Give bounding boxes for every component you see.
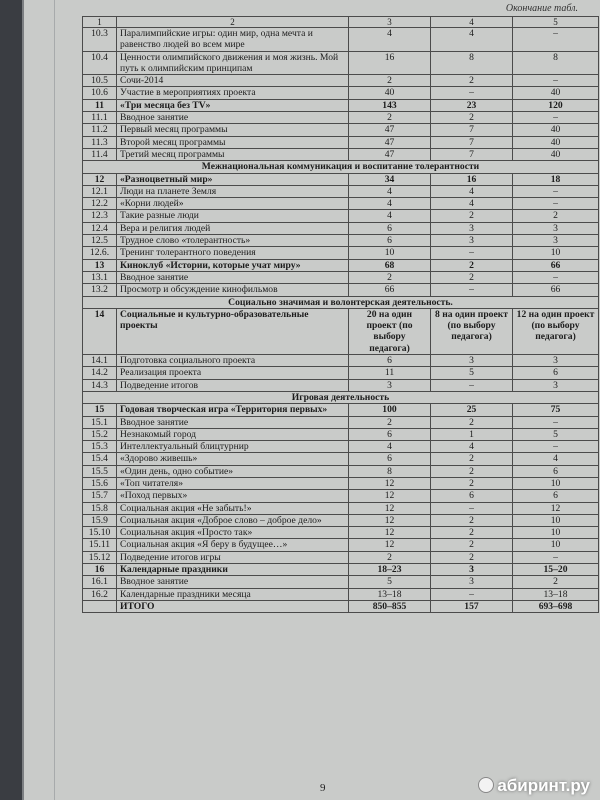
cell-theory-hours: 2 [431,514,513,526]
cell-theory-hours: – [431,379,513,391]
table-row-total [83,173,599,185]
table-row [83,441,599,453]
cell-topic: Второй месяц программы [117,136,349,148]
cell-number: 12.2 [83,198,117,210]
labyrinth-logo-icon [478,777,494,793]
table-row [83,185,599,197]
cell-number: 11 [83,99,117,111]
section-title: Игровая деятельность [83,391,599,403]
cell-theory-hours: 2 [431,271,513,283]
table-row [83,490,599,502]
cell-theory-hours: 2 [431,112,513,124]
cell-topic: Вводное занятие [117,416,349,428]
cell-number: 12 [83,173,117,185]
cell-topic: Подготовка социального проекта [117,355,349,367]
table-row [83,453,599,465]
cell-number: 13 [83,259,117,271]
table-row [83,539,599,551]
section-title: Межнациональная коммуникация и воспитание толерантности [83,161,599,173]
cell-total-hours: 47 [349,136,431,148]
cell-number: 12.1 [83,185,117,197]
cell-number: 15.11 [83,539,117,551]
cell-theory-hours: 2 [431,210,513,222]
cell-number: 14.2 [83,367,117,379]
cell-total-hours: 4 [349,441,431,453]
cell-number: 13.2 [83,284,117,296]
cell-topic: Участие в мероприятиях проекта [117,87,349,99]
cell-practice-hours: 40 [513,87,599,99]
cell-total-hours: 13–18 [349,588,431,600]
curriculum-table [82,16,599,613]
cell-practice-hours: 10 [513,514,599,526]
table-row [83,428,599,440]
cell-number: 14.3 [83,379,117,391]
table-row [83,210,599,222]
cell-practice-hours: 3 [513,235,599,247]
cell-theory-hours: 2 [431,551,513,563]
cell-total-hours: 4 [349,198,431,210]
cell-theory-hours: 2 [431,75,513,87]
table-row [83,588,599,600]
table-row [83,136,599,148]
cell-topic: Просмотр и обсуждение кинофильмов [117,284,349,296]
cell-number: 12.3 [83,210,117,222]
cell-practice-hours: – [513,185,599,197]
table-row [83,235,599,247]
table-row [83,247,599,259]
cell-practice-hours: 5 [513,428,599,440]
cell-total-hours: 18–23 [349,564,431,576]
cell-theory-hours: 4 [431,441,513,453]
cell-number: 15.8 [83,502,117,514]
cell-theory-hours: 2 [431,539,513,551]
cell-topic: «Разноцветный мир» [117,173,349,185]
cell-total-hours: 2 [349,416,431,428]
cell-topic: Трудное слово «толерантность» [117,235,349,247]
cell-number: 11.1 [83,112,117,124]
cell-number: 11.4 [83,148,117,160]
cell-practice-hours: – [513,198,599,210]
cell-theory-hours: – [431,588,513,600]
cell-total-hours: 12 [349,490,431,502]
header-cell-1: 1 [83,17,117,28]
cell-total-hours: 12 [349,477,431,489]
document-page [22,0,600,800]
cell-number: 15.3 [83,441,117,453]
cell-practice-hours: 2 [513,576,599,588]
cell-theory-hours: 6 [431,490,513,502]
cell-practice-hours: 3 [513,222,599,234]
cell-theory-hours: 2 [431,527,513,539]
cell-topic: Киноклуб «Истории, которые учат миру» [117,259,349,271]
watermark-text: абиринт.ру [497,776,590,795]
table-header-row [83,17,599,28]
cell-theory-hours: – [431,284,513,296]
cell-total-hours: 10 [349,247,431,259]
cell-topic: Вводное занятие [117,112,349,124]
page-edge [22,0,24,800]
table-row-total [83,308,599,354]
cell-number: 10.3 [83,28,117,52]
cell-practice-hours: 693–698 [513,600,599,612]
cell-number: 11.2 [83,124,117,136]
cell-number: 16 [83,564,117,576]
cell-total-hours: 4 [349,210,431,222]
table-row-total [83,259,599,271]
table-row [83,465,599,477]
cell-topic: Социальная акция «Я беру в будущее…» [117,539,349,551]
table-row [83,416,599,428]
cell-practice-hours: – [513,28,599,52]
cell-practice-hours: 6 [513,367,599,379]
cell-topic: Социальная акция «Не забыть!» [117,502,349,514]
cell-total-hours: 143 [349,99,431,111]
cell-practice-hours: 3 [513,355,599,367]
table-row [83,477,599,489]
cell-topic: Годовая творческая игра «Территория первых» [117,404,349,416]
cell-topic: Паралимпийские игры: один мир, одна мечта и равенство людей во всем мире [117,28,349,52]
cell-total-hours: 4 [349,185,431,197]
cell-topic: Социальная акция «Просто так» [117,527,349,539]
cell-topic: Реализация проекта [117,367,349,379]
cell-practice-hours: 2 [513,210,599,222]
cell-topic: «Здорово живешь» [117,453,349,465]
cell-practice-hours: 10 [513,527,599,539]
table-row [83,367,599,379]
table-row [83,271,599,283]
cell-practice-hours: 66 [513,259,599,271]
cell-theory-hours: 7 [431,124,513,136]
cell-total-hours: 4 [349,28,431,52]
header-cell-4: 4 [431,17,513,28]
table-row-total [83,564,599,576]
cell-number: 15.10 [83,527,117,539]
cell-theory-hours: 1 [431,428,513,440]
cell-theory-hours: 3 [431,564,513,576]
cell-topic: Подведение итогов [117,379,349,391]
cell-theory-hours: 7 [431,148,513,160]
cell-total-hours: 6 [349,355,431,367]
cell-topic: «Поход первых» [117,490,349,502]
cell-practice-hours: 10 [513,539,599,551]
cell-total-hours: 850–855 [349,600,431,612]
cell-total-hours: 34 [349,173,431,185]
table-row [83,576,599,588]
cell-theory-hours: 3 [431,222,513,234]
table-caption: Окончание табл. [505,3,578,14]
cell-topic: Люди на планете Земля [117,185,349,197]
section-header-row [83,296,599,308]
cell-topic: Социальные и культурно-образовательные проекты [117,308,349,354]
cell-practice-hours: – [513,271,599,283]
page-fold-line [54,0,55,800]
cell-number: 15.9 [83,514,117,526]
cell-practice-hours: 12 [513,502,599,514]
table-row [83,28,599,52]
cell-theory-hours: 5 [431,367,513,379]
section-title: Социально значимая и волонтерская деятельность. [83,296,599,308]
cell-total-hours: 6 [349,453,431,465]
cell-theory-hours: 2 [431,465,513,477]
table-row [83,284,599,296]
header-cell-5: 5 [513,17,599,28]
table-row [83,355,599,367]
cell-number: 15.7 [83,490,117,502]
cell-total-hours: 6 [349,235,431,247]
cell-theory-hours: 2 [431,477,513,489]
cell-theory-hours: 3 [431,576,513,588]
table-row [83,551,599,563]
cell-topic: Сочи-2014 [117,75,349,87]
cell-theory-hours: 8 на один проект (по выбору педагога) [431,308,513,354]
cell-topic: Вера и религия людей [117,222,349,234]
cell-topic: Третий месяц программы [117,148,349,160]
cell-number: 15.1 [83,416,117,428]
table-row [83,502,599,514]
cell-practice-hours: – [513,416,599,428]
table-row [83,379,599,391]
table-row [83,527,599,539]
cell-practice-hours: 3 [513,379,599,391]
cell-total-hours: 6 [349,222,431,234]
cell-total-hours: 12 [349,514,431,526]
cell-total-hours: 6 [349,428,431,440]
cell-total-hours: 100 [349,404,431,416]
section-header-row [83,391,599,403]
cell-theory-hours: 23 [431,99,513,111]
cell-total-hours: 5 [349,576,431,588]
table-row [83,198,599,210]
cell-number: 12.6. [83,247,117,259]
cell-number: 10.4 [83,51,117,75]
table-row-total [83,404,599,416]
section-header-row [83,161,599,173]
cell-total-hours: 2 [349,75,431,87]
cell-number: 14 [83,308,117,354]
cell-practice-hours: 6 [513,490,599,502]
table-row [83,87,599,99]
table-row-total [83,99,599,111]
cell-theory-hours: 8 [431,51,513,75]
cell-practice-hours: 40 [513,124,599,136]
cell-number: 15.4 [83,453,117,465]
cell-theory-hours: – [431,247,513,259]
cell-number: 11.3 [83,136,117,148]
cell-theory-hours: 4 [431,198,513,210]
table-row [83,51,599,75]
cell-topic: Подведение итогов игры [117,551,349,563]
cell-theory-hours: 2 [431,453,513,465]
cell-number: 16.1 [83,576,117,588]
cell-theory-hours: 16 [431,173,513,185]
cell-total-hours: 20 на один проект (по выбору педагога) [349,308,431,354]
cell-number [83,600,117,612]
cell-practice-hours: – [513,75,599,87]
cell-number: 14.1 [83,355,117,367]
watermark [478,776,590,796]
cell-total-hours: 2 [349,551,431,563]
cell-practice-hours: 75 [513,404,599,416]
cell-number: 10.6 [83,87,117,99]
cell-practice-hours: 120 [513,99,599,111]
cell-practice-hours: 10 [513,247,599,259]
cell-total-hours: 11 [349,367,431,379]
cell-topic: «Топ читателя» [117,477,349,489]
cell-topic: Вводное занятие [117,271,349,283]
cell-theory-hours: – [431,502,513,514]
cell-theory-hours: 25 [431,404,513,416]
page-number: 9 [320,782,326,794]
table-row [83,514,599,526]
cell-theory-hours: 4 [431,28,513,52]
cell-total-hours: 16 [349,51,431,75]
cell-topic: Вводное занятие [117,576,349,588]
table-row [83,75,599,87]
cell-practice-hours: 4 [513,453,599,465]
cell-total-hours: 68 [349,259,431,271]
cell-topic: Первый месяц программы [117,124,349,136]
cell-number: 12.4 [83,222,117,234]
cell-practice-hours: 40 [513,148,599,160]
cell-theory-hours: 7 [431,136,513,148]
cell-practice-hours: 15–20 [513,564,599,576]
cell-number: 16.2 [83,588,117,600]
cell-practice-hours: – [513,112,599,124]
cell-total-hours: 12 [349,502,431,514]
header-cell-3: 3 [349,17,431,28]
cell-topic: Интеллектуальный блицтурнир [117,441,349,453]
table-row [83,112,599,124]
cell-total-hours: 40 [349,87,431,99]
cell-topic: ИТОГО [117,600,349,612]
cell-topic: Календарные праздники месяца [117,588,349,600]
cell-number: 15.5 [83,465,117,477]
cell-practice-hours: 18 [513,173,599,185]
cell-total-hours: 3 [349,379,431,391]
header-cell-2: 2 [117,17,349,28]
cell-theory-hours: 3 [431,355,513,367]
cell-total-hours: 12 [349,527,431,539]
cell-topic: «Три месяца без TV» [117,99,349,111]
cell-topic: «Корни людей» [117,198,349,210]
cell-topic: Социальная акция «Доброе слово – доброе дело» [117,514,349,526]
cell-number: 15.12 [83,551,117,563]
cell-practice-hours: – [513,441,599,453]
cell-topic: «Один день, одно событие» [117,465,349,477]
cell-total-hours: 47 [349,148,431,160]
cell-number: 15 [83,404,117,416]
table-row [83,222,599,234]
cell-theory-hours: 3 [431,235,513,247]
cell-total-hours: 2 [349,112,431,124]
cell-total-hours: 12 [349,539,431,551]
cell-practice-hours: 40 [513,136,599,148]
cell-total-hours: 2 [349,271,431,283]
cell-number: 15.2 [83,428,117,440]
cell-total-hours: 47 [349,124,431,136]
cell-theory-hours: 157 [431,600,513,612]
cell-number: 10.5 [83,75,117,87]
cell-practice-hours: 10 [513,477,599,489]
cell-topic: Календарные праздники [117,564,349,576]
cell-practice-hours: 6 [513,465,599,477]
cell-number: 13.1 [83,271,117,283]
cell-practice-hours: 8 [513,51,599,75]
cell-theory-hours: 2 [431,259,513,271]
cell-theory-hours: – [431,87,513,99]
cell-theory-hours: 4 [431,185,513,197]
cell-topic: Тренинг толерантного поведения [117,247,349,259]
cell-practice-hours: 66 [513,284,599,296]
table-row-total [83,600,599,612]
cell-topic: Такие разные люди [117,210,349,222]
cell-total-hours: 8 [349,465,431,477]
cell-total-hours: 66 [349,284,431,296]
table-row [83,124,599,136]
cell-practice-hours: – [513,551,599,563]
cell-theory-hours: 2 [431,416,513,428]
table-body [83,17,599,613]
cell-number: 12.5 [83,235,117,247]
cell-topic: Незнакомый город [117,428,349,440]
cell-practice-hours: 13–18 [513,588,599,600]
cell-number: 15.6 [83,477,117,489]
cell-practice-hours: 12 на один проект (по выбору педагога) [513,308,599,354]
table-row [83,148,599,160]
cell-topic: Ценности олимпийского движения и моя жизнь. Мой путь к олимпийским принципам [117,51,349,75]
